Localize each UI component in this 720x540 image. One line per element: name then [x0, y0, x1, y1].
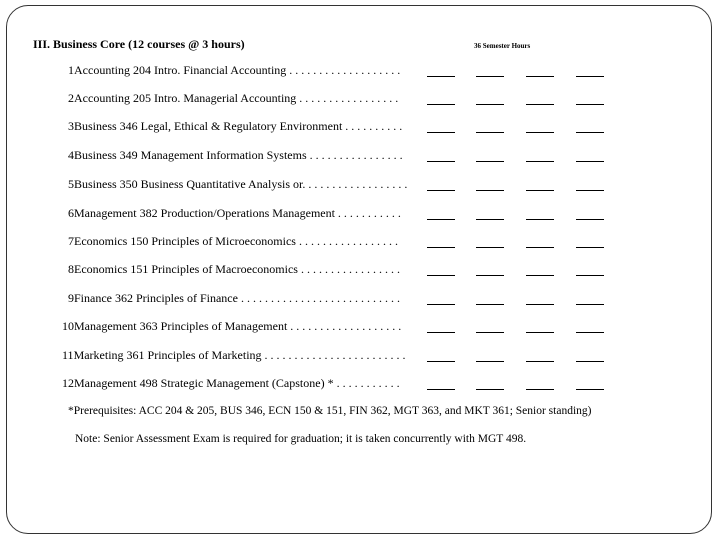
course-row: [68, 91, 398, 106]
grade-blank: [576, 104, 604, 105]
grade-blank: [526, 389, 554, 390]
grade-blank: [526, 247, 554, 248]
grade-blank: [526, 332, 554, 333]
grade-blank: [427, 190, 455, 191]
grade-blank: [576, 76, 604, 77]
course-row: [68, 206, 401, 221]
grade-blank: [576, 132, 604, 133]
course-title: Business 350 Business Quantitative Analysis or. . . . . . . . . . . . . . . . . .: [74, 177, 408, 191]
grade-blank: [476, 247, 504, 248]
course-title: Management 363 Principles of Management . . . . . . . . . . . . . . . . . . .: [74, 319, 402, 333]
grade-blank: [476, 304, 504, 305]
semester-hours-label: 36 Semester Hours: [474, 42, 531, 50]
grade-blank: [526, 132, 554, 133]
grade-blank: [427, 389, 455, 390]
course-number: 8: [68, 262, 74, 276]
course-title: Management 382 Production/Operations Management . . . . . . . . . . .: [74, 206, 401, 220]
grade-blank: [476, 161, 504, 162]
course-number: 12: [62, 376, 74, 390]
grade-blank: [526, 190, 554, 191]
course-row: [68, 291, 400, 306]
grade-blank: [476, 190, 504, 191]
grade-blank: [476, 332, 504, 333]
course-number: 2: [68, 91, 74, 105]
course-row: [68, 262, 400, 277]
grade-blank: [526, 361, 554, 362]
senior-assessment-note: Note: Senior Assessment Exam is required for graduation; it is taken concurrently with MGT 498.: [75, 433, 527, 445]
course-row: [62, 319, 401, 334]
course-number: 6: [68, 206, 74, 220]
grade-blank: [427, 161, 455, 162]
course-title: Accounting 204 Intro. Financial Accounting . . . . . . . . . . . . . . . . . . .: [74, 63, 401, 77]
grade-blank: [576, 161, 604, 162]
grade-blank: [476, 104, 504, 105]
course-title: Business 349 Management Information Systems . . . . . . . . . . . . . . . .: [74, 148, 403, 162]
grade-blank: [427, 219, 455, 220]
course-title: Economics 150 Principles of Microeconomics . . . . . . . . . . . . . . . . .: [74, 234, 398, 248]
course-row: [68, 177, 407, 192]
grade-blank: [476, 76, 504, 77]
grade-blank: [476, 389, 504, 390]
grade-blank: [476, 275, 504, 276]
grade-blank: [526, 76, 554, 77]
grade-blank: [476, 361, 504, 362]
course-number: 4: [68, 148, 74, 162]
prerequisites-note: *Prerequisites: ACC 204 & 205, BUS 346, ECN 150 & 151, FIN 362, MGT 363, and MKT 361; Senior standing): [68, 405, 592, 417]
grade-blank: [576, 304, 604, 305]
grade-blank: [476, 132, 504, 133]
course-title: Accounting 205 Intro. Managerial Accounting . . . . . . . . . . . . . . . . .: [74, 91, 399, 105]
grade-blank: [576, 275, 604, 276]
grade-blank: [526, 275, 554, 276]
course-row: [68, 63, 400, 78]
course-row: [68, 234, 398, 249]
course-number: 10: [62, 319, 74, 333]
course-title: Marketing 361 Principles of Marketing . . . . . . . . . . . . . . . . . . . . . . . .: [73, 348, 406, 362]
course-row: [62, 348, 406, 363]
grade-blank: [576, 219, 604, 220]
course-title: Business 346 Legal, Ethical & Regulatory Environment . . . . . . . . . .: [74, 119, 403, 133]
grade-blank: [526, 219, 554, 220]
grade-blank: [427, 104, 455, 105]
course-number: 5: [68, 177, 74, 191]
course-title: Management 498 Strategic Management (Capstone) * . . . . . . . . . . .: [74, 376, 400, 390]
course-number: 9: [68, 291, 74, 305]
course-number: 1: [68, 63, 74, 77]
course-number: 3: [68, 119, 74, 133]
grade-blank: [427, 275, 455, 276]
grade-blank: [427, 132, 455, 133]
course-row: [68, 119, 402, 134]
grade-blank: [576, 361, 604, 362]
course-number: 11: [62, 348, 74, 362]
grade-blank: [526, 161, 554, 162]
grade-blank: [526, 104, 554, 105]
course-title: Finance 362 Principles of Finance . . . . . . . . . . . . . . . . . . . . . . . . . . .: [74, 291, 400, 305]
grade-blank: [476, 219, 504, 220]
grade-blank: [427, 332, 455, 333]
grade-blank: [576, 247, 604, 248]
course-number: 7: [68, 234, 74, 248]
section-heading: III. Business Core (12 courses @ 3 hours): [33, 37, 245, 51]
grade-blank: [427, 247, 455, 248]
course-row: [62, 376, 400, 391]
grade-blank: [427, 76, 455, 77]
grade-blank: [427, 361, 455, 362]
grade-blank: [427, 304, 455, 305]
grade-blank: [576, 389, 604, 390]
grade-blank: [576, 332, 604, 333]
grade-blank: [526, 304, 554, 305]
course-title: Economics 151 Principles of Macroeconomics . . . . . . . . . . . . . . . . .: [74, 262, 400, 276]
grade-blank: [576, 190, 604, 191]
course-row: [68, 148, 403, 163]
